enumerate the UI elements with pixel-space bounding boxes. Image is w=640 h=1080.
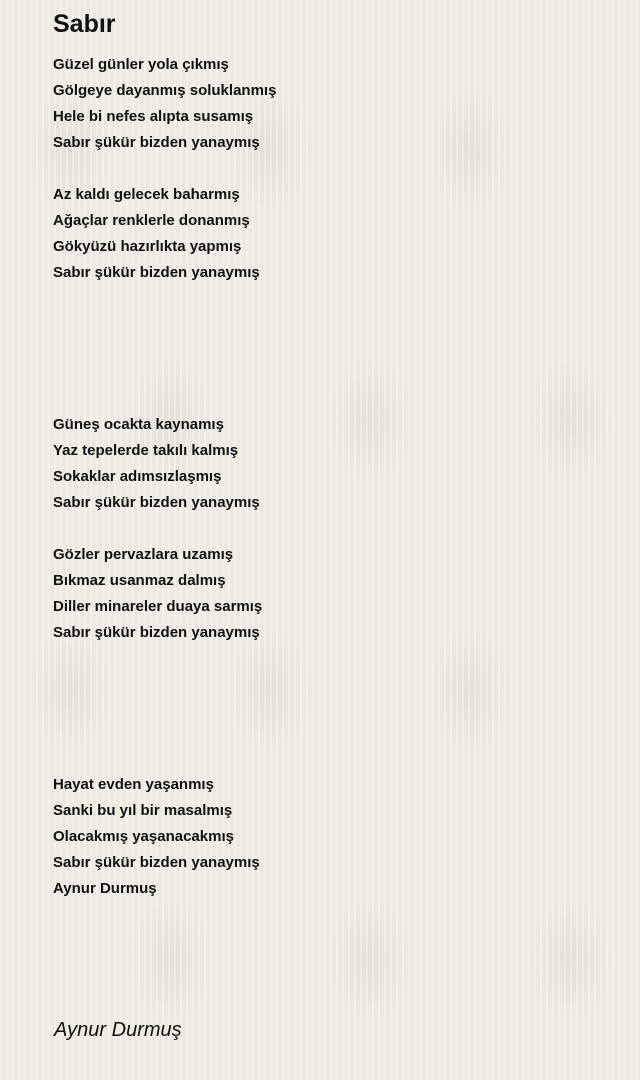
author-signature: Aynur Durmuş	[54, 1019, 182, 1041]
poem-line: Sabır şükür bizden yanaymış	[53, 854, 260, 871]
poem-line: Sanki bu yıl bir masalmış	[53, 802, 233, 819]
poem-line: Yaz tepelerde takılı kalmış	[53, 442, 239, 459]
poem-line: Diller minareler duaya sarmış	[53, 598, 263, 615]
poem-line: Güzel günler yola çıkmış	[53, 56, 229, 73]
poem-line: Bıkmaz usanmaz dalmış	[53, 572, 226, 589]
poem-line: Sabır şükür bizden yanaymış	[53, 264, 260, 281]
poem-line: Güneş ocakta kaynamış	[53, 416, 224, 433]
poem-line: Az kaldı gelecek baharmış	[53, 186, 240, 203]
poem-line: Gölgeye dayanmış soluklanmış	[53, 82, 277, 99]
poem-line: Sabır şükür bizden yanaymış	[53, 134, 260, 151]
poem-line: Olacakmış yaşanacakmış	[53, 828, 234, 845]
poem-author-line: Aynur Durmuş	[53, 880, 157, 897]
poem-line: Ağaçlar renklerle donanmış	[53, 212, 250, 229]
poem-line: Sokaklar adımsızlaşmış	[53, 468, 222, 485]
poem-line: Sabır şükür bizden yanaymış	[53, 494, 260, 511]
poem-line: Sabır şükür bizden yanaymış	[53, 624, 260, 641]
poem-line: Hayat evden yaşanmış	[53, 776, 214, 793]
poem-title: Sabır	[53, 10, 116, 38]
poem-line: Gökyüzü hazırlıkta yapmış	[53, 238, 242, 255]
poem-line: Hele bi nefes alıpta susamış	[53, 108, 254, 125]
poem-line: Gözler pervazlara uzamış	[53, 546, 234, 563]
